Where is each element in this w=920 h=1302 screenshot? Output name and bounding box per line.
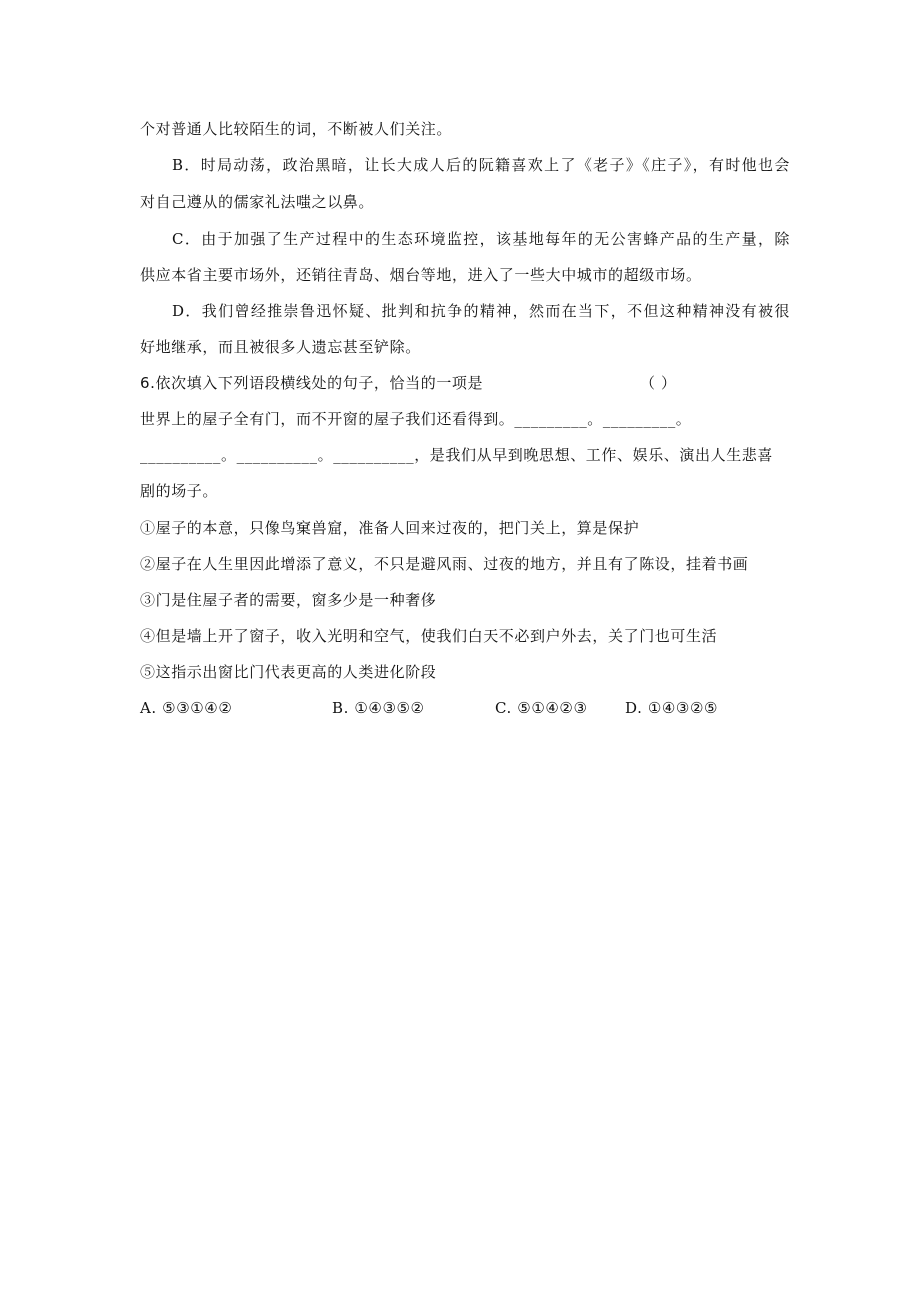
choice-c: C. ⑤①④②③ [495, 699, 588, 717]
sentence-5: ⑤这指示出窗比门代表更高的人类进化阶段 [140, 663, 437, 681]
passage-line-2: __________。__________。__________，是我们从早到晚思想、工作、娱乐、演出人生悲喜 [140, 446, 774, 464]
question-6-stem: 6.依次填入下列语段横线处的句子，恰当的一项是 [140, 374, 484, 392]
option-d-line-1: D．我们曾经推崇鲁迅怀疑、批判和抗争的精神，然而在当下，不但这种精神没有被很 [172, 302, 790, 320]
passage-line-1: 世界上的屋子全有门，而不开窗的屋子我们还看得到。_________。_________。 [140, 410, 692, 428]
sentence-1: ①屋子的本意，只像鸟窠兽窟，准备人回来过夜的，把门关上，算是保护 [140, 519, 640, 537]
sentence-4: ④但是墙上开了窗子，收入光明和空气，使我们白天不必到户外去，关了门也可生活 [140, 627, 718, 645]
option-a-continuation: 个对普通人比较陌生的词，不断被人们关注。 [140, 120, 453, 138]
option-b-line-2: 对自己遵从的儒家礼法嗤之以鼻。 [140, 193, 375, 211]
choice-d: D. ①④③②⑤ [625, 699, 719, 717]
passage-line-3: 剧的场子。 [140, 482, 219, 500]
choice-b: B. ①④③⑤② [332, 699, 425, 717]
option-c-line-2: 供应本省主要市场外，还销往青岛、烟台等地，进入了一些大中城市的超级市场。 [140, 266, 702, 284]
option-c-line-1: C．由于加强了生产过程中的生态环境监控，该基地每年的无公害蜂产品的生产量，除 [172, 230, 790, 248]
answer-paren: （ ） [640, 374, 677, 392]
option-b-line-1: B．时局动荡，政治黑暗，让长大成人后的阮籍喜欢上了《老子》《庄子》，有时他也会 [172, 156, 790, 174]
question-6-stem-row [140, 373, 700, 393]
option-d-line-2: 好地继承，而且被很多人遗忘甚至铲除。 [140, 338, 421, 356]
sentence-2: ②屋子在人生里因此增添了意义，不只是避风雨、过夜的地方，并且有了陈设，挂着书画 [140, 555, 749, 573]
answer-choices [140, 698, 790, 718]
choice-a: A. ⑤③①④② [140, 699, 233, 717]
sentence-3: ③门是住屋子者的需要，窗多少是一种奢侈 [140, 591, 437, 609]
